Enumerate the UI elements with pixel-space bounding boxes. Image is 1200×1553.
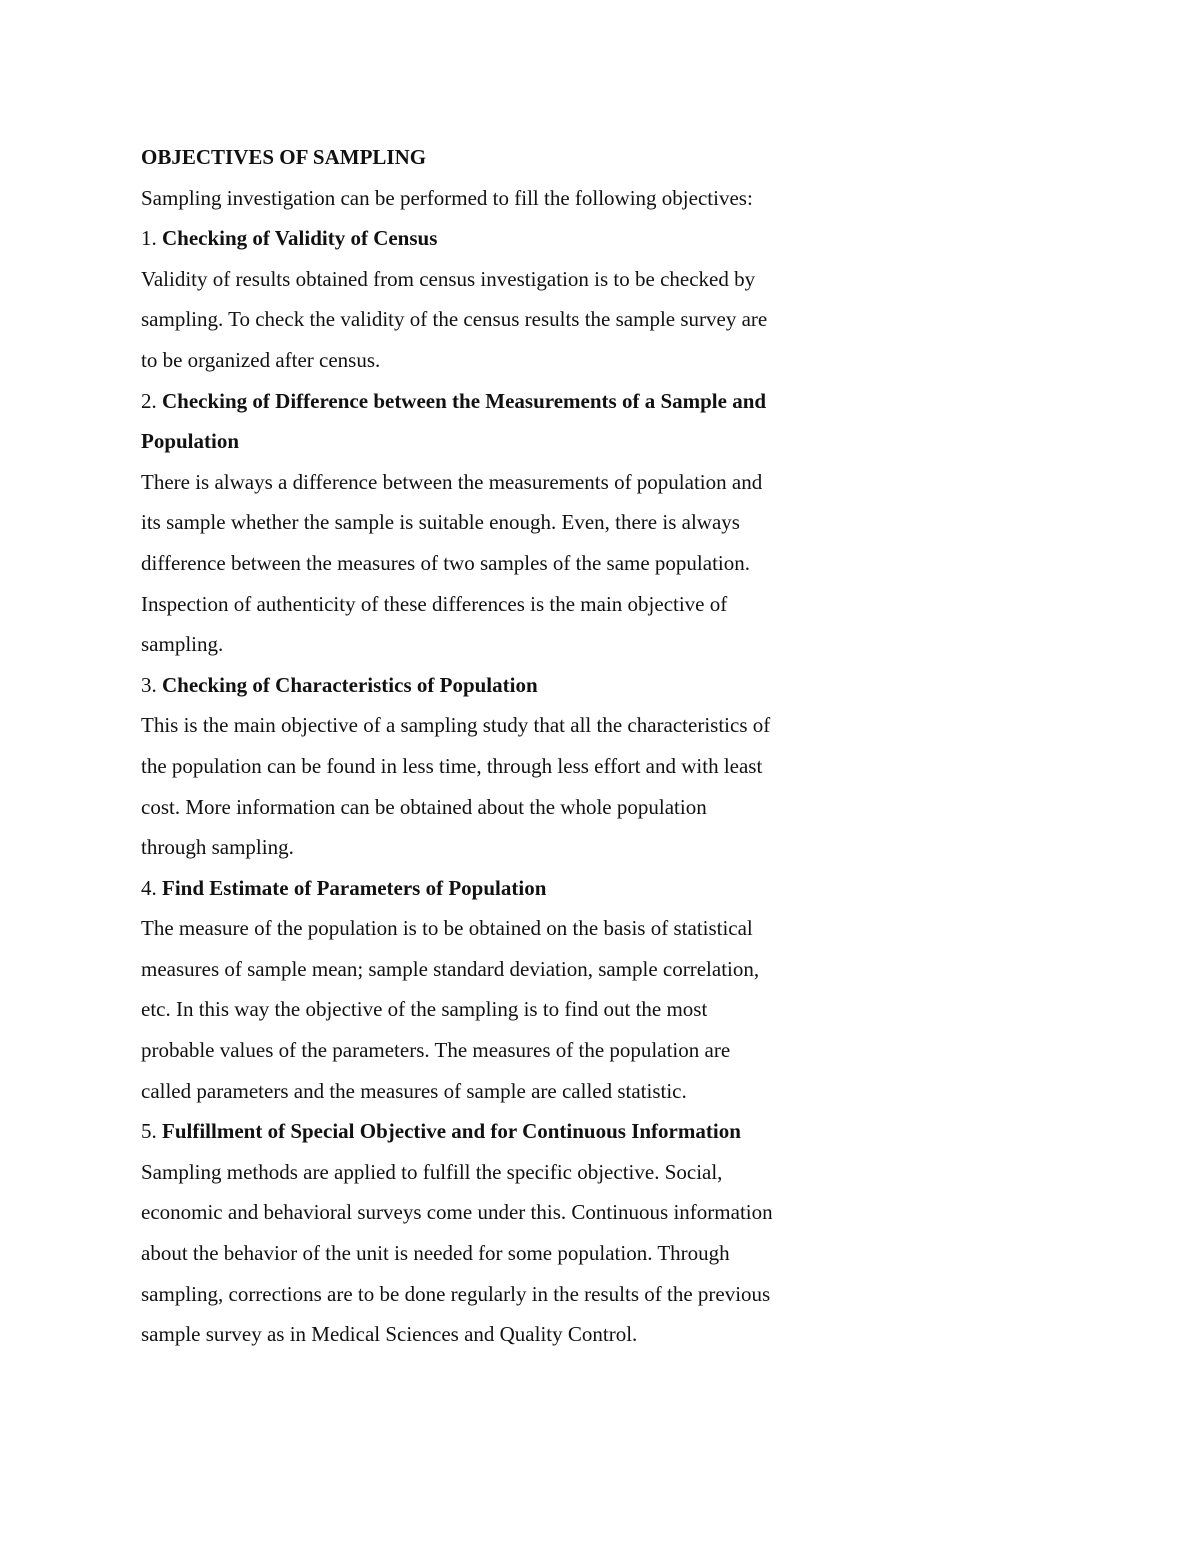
- section-title-continued: Population: [141, 429, 240, 454]
- section-heading: [141, 868, 881, 909]
- body-line: sampling.: [141, 632, 224, 657]
- section-number: 5.: [141, 1119, 157, 1144]
- body-line: measures of sample mean; sample standard deviation, sample correlation,: [141, 956, 760, 981]
- body-line: the population can be found in less time, through less effort and with least: [141, 753, 763, 778]
- section-title: Checking of Difference between the Measurements of a Sample and: [162, 388, 767, 413]
- section-number: 1.: [141, 226, 157, 251]
- document-page: [141, 137, 881, 1355]
- section-number: 4.: [141, 875, 157, 900]
- section-heading-continued: [141, 421, 881, 462]
- body-line: its sample whether the sample is suitable enough. Even, there is always: [141, 510, 740, 535]
- section-title: Checking of Characteristics of Population: [162, 672, 538, 697]
- section-title: Checking of Validity of Census: [162, 226, 438, 251]
- body-line: about the behavior of the unit is needed for some population. Through: [141, 1241, 730, 1266]
- body-line: difference between the measures of two samples of the same population.: [141, 550, 750, 575]
- body-line: There is always a difference between the measurements of population and: [141, 469, 763, 494]
- section-title: Fulfillment of Special Objective and for Continuous Information: [162, 1119, 741, 1144]
- body-line: Inspection of authenticity of these differences is the main objective of: [141, 591, 728, 616]
- body-line: sampling. To check the validity of the census results the sample survey are: [141, 307, 768, 332]
- body-line: This is the main objective of a sampling study that all the characteristics of: [141, 713, 771, 738]
- body-line: sample survey as in Medical Sciences and Quality Control.: [141, 1322, 638, 1347]
- document-title: OBJECTIVES OF SAMPLING: [141, 145, 427, 169]
- section-number: 2.: [141, 388, 157, 413]
- body-line: The measure of the population is to be obtained on the basis of statistical: [141, 916, 753, 941]
- body-line: sampling, corrections are to be done regularly in the results of the previous: [141, 1281, 771, 1306]
- body-line: through sampling.: [141, 835, 294, 860]
- body-line: Validity of results obtained from census investigation is to be checked by: [141, 266, 756, 291]
- section-title: Find Estimate of Parameters of Population: [162, 875, 547, 900]
- section-heading: [141, 381, 881, 422]
- section-heading: [141, 218, 881, 259]
- section-heading: [141, 1111, 881, 1152]
- body-line: cost. More information can be obtained about the whole population: [141, 794, 707, 819]
- body-line: to be organized after census.: [141, 347, 381, 372]
- intro-text: Sampling investigation can be performed to fill the following objectives:: [141, 185, 753, 210]
- section-heading: [141, 665, 881, 706]
- body-line: probable values of the parameters. The measures of the population are: [141, 1038, 731, 1063]
- section-number: 3.: [141, 672, 157, 697]
- body-line: etc. In this way the objective of the sampling is to find out the most: [141, 997, 708, 1022]
- body-line: economic and behavioral surveys come under this. Continuous information: [141, 1200, 773, 1225]
- body-line: Sampling methods are applied to fulfill the specific objective. Social,: [141, 1159, 723, 1184]
- body-line: called parameters and the measures of sample are called statistic.: [141, 1078, 687, 1103]
